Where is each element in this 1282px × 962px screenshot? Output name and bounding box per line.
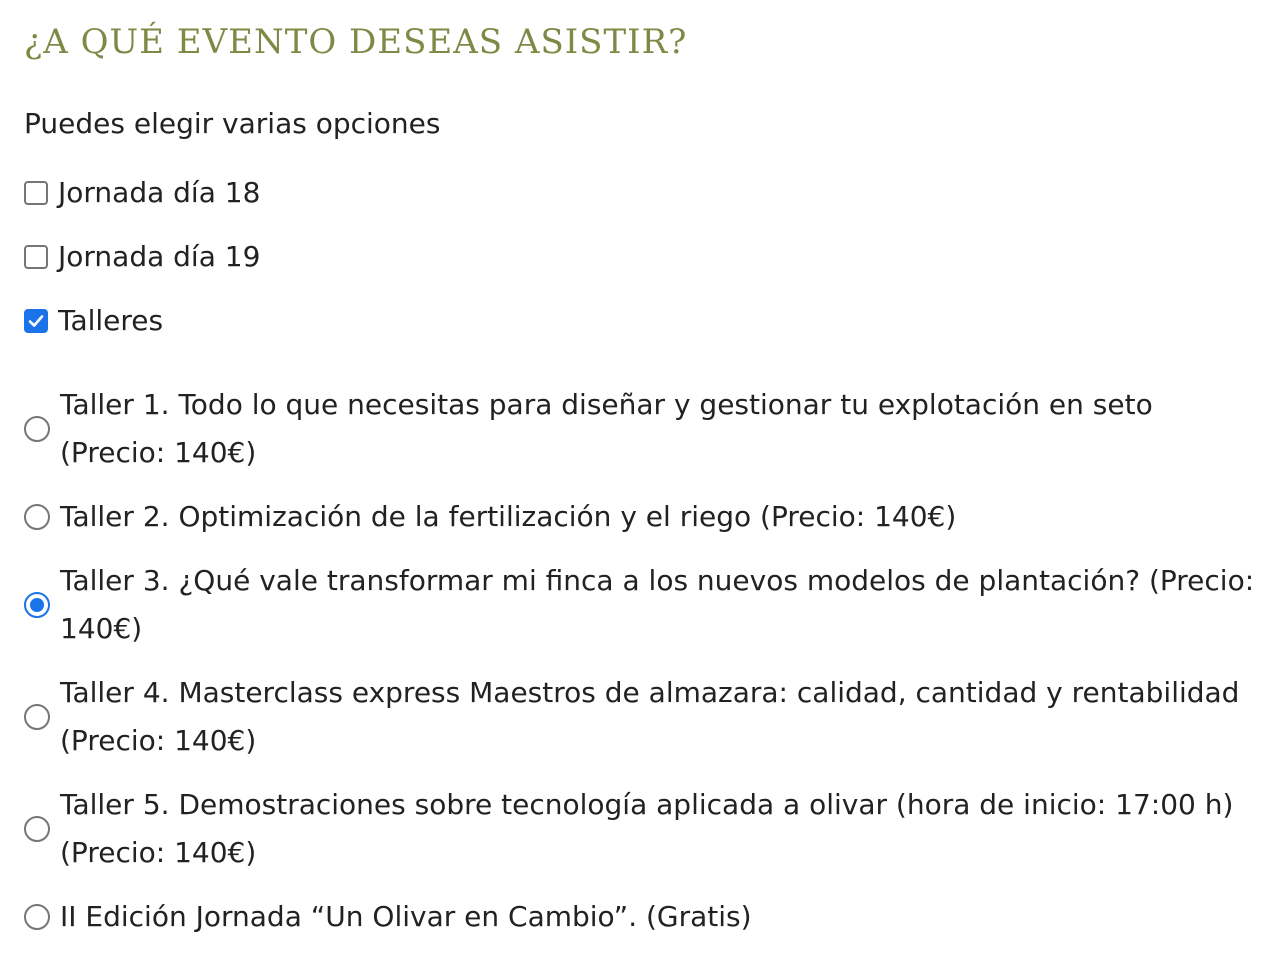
radio-jornada-olivar[interactable] [24, 893, 752, 941]
radio-taller-1-label[interactable]: Taller 1. Todo lo que necesitas para diseñar y gestionar tu explotación en seto (Precio: 140€) [60, 388, 1153, 469]
radio-taller-2-label[interactable]: Taller 2. Optimización de la fertilización y el riego (Precio: 140€) [60, 500, 957, 533]
radio-jornada-olivar-label[interactable]: II Edición Jornada “Un Olivar en Cambio”. (Gratis) [60, 900, 752, 933]
checkbox-talleres[interactable] [24, 297, 163, 345]
page-title: ¿A QUÉ EVENTO DESEAS ASISTIR? [24, 22, 688, 62]
radio-taller-4-label[interactable]: Taller 4. Masterclass express Maestros de almazara: calidad, cantidad y rentabilidad (Precio: 140€) [60, 676, 1240, 757]
checkbox-talleres-label[interactable]: Talleres [58, 304, 164, 337]
radio-taller-5-label[interactable]: Taller 5. Demostraciones sobre tecnología aplicada a olivar (hora de inicio: 17:00 h) (Precio: 140€) [60, 788, 1234, 869]
radio-taller-5[interactable] [24, 781, 1265, 877]
checkbox-jornada-19[interactable] [24, 233, 260, 281]
radio-taller-3[interactable] [24, 557, 1265, 653]
radio-jornada-olivar-button[interactable] [24, 904, 50, 930]
checkbox-jornada-18-label[interactable]: Jornada día 18 [58, 176, 261, 209]
radio-taller-2-button[interactable] [24, 504, 50, 530]
radio-taller-3-button[interactable] [24, 592, 50, 618]
radio-taller-2[interactable] [24, 493, 956, 541]
checkbox-jornada-19-label[interactable]: Jornada día 19 [58, 240, 261, 273]
checkmark-icon [27, 312, 45, 330]
radio-taller-1-button[interactable] [24, 416, 50, 442]
checkbox-jornada-18-box[interactable] [24, 181, 48, 205]
radio-taller-3-label[interactable]: Taller 3. ¿Qué vale transformar mi finca a los nuevos modelos de plantación? (Precio: 140€) [60, 564, 1255, 645]
checkbox-talleres-box[interactable] [24, 309, 48, 333]
checkbox-jornada-19-box[interactable] [24, 245, 48, 269]
radio-taller-4[interactable] [24, 669, 1265, 765]
radio-taller-1[interactable] [24, 381, 1265, 477]
instructions-text: Puedes elegir varias opciones [24, 107, 441, 140]
radio-taller-4-button[interactable] [24, 704, 50, 730]
radio-taller-5-button[interactable] [24, 816, 50, 842]
checkbox-jornada-18[interactable] [24, 169, 260, 217]
